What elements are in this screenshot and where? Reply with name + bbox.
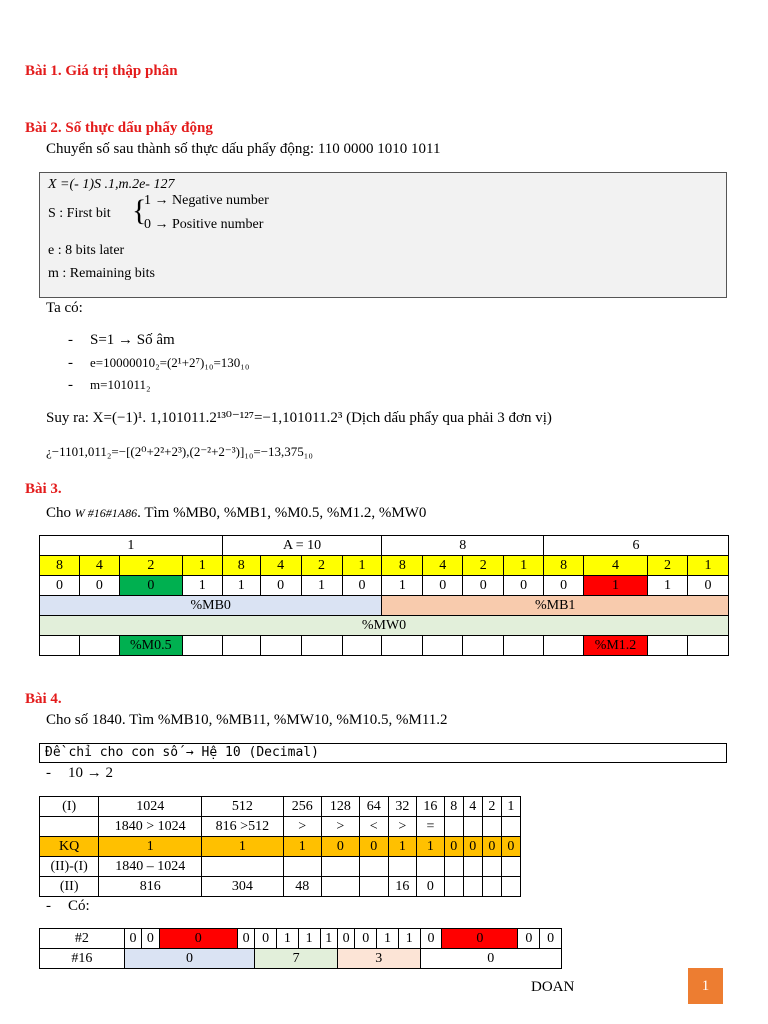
formula-e: e : 8 bits later [48, 243, 125, 258]
empty-cell [40, 636, 80, 656]
bit-cell: 1 [647, 576, 687, 596]
hex-cell: 0 [124, 949, 254, 969]
cell: 0 [359, 837, 388, 857]
dash-1: - [68, 332, 73, 348]
weight-cell: 2 [119, 556, 182, 576]
cell [501, 857, 520, 877]
cell [202, 857, 284, 877]
cell [359, 877, 388, 897]
nibble-cell: 1 [40, 536, 223, 556]
empty-cell [342, 636, 382, 656]
nibble-cell: 8 [382, 536, 544, 556]
bin-cell: 0 [124, 929, 141, 949]
cell: > [388, 817, 417, 837]
bai3-prompt-w: W #16#1A86 [74, 506, 138, 520]
bit-cell: 0 [423, 576, 463, 596]
bit-cell: 0 [260, 576, 301, 596]
cell: 0 [321, 837, 359, 857]
cell [463, 817, 482, 837]
weight-cell: 2 [301, 556, 342, 576]
empty-cell [423, 636, 463, 656]
bit-cell: 0 [544, 576, 584, 596]
bin-cell: 0 [355, 929, 377, 949]
cell [482, 817, 501, 837]
cell: 304 [202, 877, 284, 897]
weight-cell: 2 [463, 556, 504, 576]
weight-cell: 8 [544, 556, 584, 576]
cell [463, 857, 482, 877]
cell: 64 [359, 797, 388, 817]
binary-row [40, 929, 562, 949]
hex-row [40, 949, 562, 969]
bai3-heading: Bài 3. [25, 481, 62, 497]
nibble-cell: A = 10 [222, 536, 382, 556]
item-2: e=10000010₂=(2¹+2⁷)₁₀=130₁₀ [90, 355, 250, 370]
empty-cell [301, 636, 342, 656]
empty-cell [182, 636, 222, 656]
weight-cell: 4 [584, 556, 648, 576]
cell: > [283, 817, 321, 837]
cell: 1 [202, 837, 284, 857]
cell [417, 857, 445, 877]
weight-cell: 2 [647, 556, 687, 576]
mb1-cell: %MB1 [382, 596, 729, 616]
kq-row [40, 837, 521, 857]
nibble-row [40, 536, 729, 556]
dash-3: - [68, 377, 73, 393]
bai4-table [39, 796, 521, 897]
weight-cell: 8 [382, 556, 423, 576]
cell: 1 [417, 837, 445, 857]
bit-cell: 1 [382, 576, 423, 596]
bit-cell: 1 [584, 576, 648, 596]
footer-author: DOAN [531, 979, 575, 995]
cell: 0 [463, 837, 482, 857]
cell [463, 877, 482, 897]
bit-cell: 0 [119, 576, 182, 596]
subtract-row [40, 857, 521, 877]
cell: 48 [283, 877, 321, 897]
formula-s-case0: 0 → Positive number [144, 217, 264, 232]
conversion-label: 10 → 2 [68, 765, 113, 781]
hex-cell: 0 [420, 949, 561, 969]
cell: 8 [444, 797, 463, 817]
weight-cell: 8 [40, 556, 80, 576]
cell: 816 [99, 877, 202, 897]
cell: > [321, 817, 359, 837]
cell: = [417, 817, 445, 837]
bit-cell: 0 [79, 576, 119, 596]
weights-row [40, 797, 521, 817]
bit-cell: 0 [342, 576, 382, 596]
item-3: m=101011₂ [90, 377, 151, 392]
cell: 0 [501, 837, 520, 857]
bit-cell: 1 [301, 576, 342, 596]
formula-s-case1: 1 → Negative number [144, 193, 269, 208]
hex-cell: 3 [337, 949, 420, 969]
bin-cell: 0 [255, 929, 277, 949]
cell: 1 [501, 797, 520, 817]
bit-cell: 1 [182, 576, 222, 596]
binary-hex-table [39, 928, 562, 969]
dash-co: - [46, 898, 51, 914]
cell: 16 [417, 797, 445, 817]
co-label: Có: [68, 898, 90, 914]
cell: 4 [463, 797, 482, 817]
cell: 256 [283, 797, 321, 817]
empty-cell [260, 636, 301, 656]
cell: 816 >512 [202, 817, 284, 837]
mb0-cell: %MB0 [40, 596, 382, 616]
dash-conv: - [46, 765, 51, 781]
weight-cell: 1 [687, 556, 728, 576]
bai2-prompt: Chuyển số sau thành số thực dấu phẩy động: 110 0000 1010 1011 [46, 141, 441, 157]
cell: 2 [482, 797, 501, 817]
cell [444, 817, 463, 837]
bai2-heading: Bài 2. Số thực dấu phẩy động [25, 120, 213, 136]
bit-cell: 0 [40, 576, 80, 596]
weight-cell: 4 [79, 556, 119, 576]
empty-cell [687, 636, 728, 656]
bai3-prompt-rest: . Tìm %MB0, %MB1, %M0.5, %M1.2, %MW0 [137, 505, 427, 521]
cell [482, 857, 501, 877]
cell: 1840 – 1024 [99, 857, 202, 877]
cell: < [359, 817, 388, 837]
cell [501, 877, 520, 897]
empty-cell [222, 636, 260, 656]
bin-cell: 1 [320, 929, 337, 949]
formula-s: S : First bit [48, 206, 111, 221]
cell: 0 [482, 837, 501, 857]
cell [359, 857, 388, 877]
bin-cell: 0 [237, 929, 254, 949]
item-1: S=1 → Số âm [90, 332, 175, 348]
bit-cell: 0 [687, 576, 728, 596]
bin-cell: 0 [518, 929, 540, 949]
bit-row [40, 576, 729, 596]
cell: (II) [40, 877, 99, 897]
cell [482, 877, 501, 897]
cell: 1 [99, 837, 202, 857]
result-formula: ¿−1101,011₂=−[(2⁰+2²+2³),(2⁻²+2⁻³)]₁₀=−13,375₁₀ [46, 444, 313, 459]
bin-cell: 0 [142, 929, 159, 949]
bai3-table [39, 535, 729, 656]
cell: 128 [321, 797, 359, 817]
weight-cell: 4 [423, 556, 463, 576]
cell: (II)-(I) [40, 857, 99, 877]
bai4-heading: Bài 4. [25, 691, 62, 707]
hex-cell: 7 [255, 949, 338, 969]
weight-cell: 1 [504, 556, 544, 576]
bai1-heading: Bài 1. Giá trị thập phân [25, 63, 178, 79]
bin-cell: 0 [159, 929, 237, 949]
bai4-prompt: Cho số 1840. Tìm %MB10, %MB11, %MW10, %M10.5, %M11.2 [46, 712, 448, 728]
cell [321, 857, 359, 877]
formula-box [39, 172, 727, 298]
weight-cell: 1 [342, 556, 382, 576]
empty-cell [647, 636, 687, 656]
empty-cell [544, 636, 584, 656]
m05-cell: %M0.5 [119, 636, 182, 656]
cell [40, 817, 99, 837]
cell: 0 [417, 877, 445, 897]
cell [444, 877, 463, 897]
binary-label: #2 [40, 929, 125, 949]
page-number-badge: 1 [688, 968, 723, 1004]
bin-cell: 1 [298, 929, 320, 949]
empty-cell [504, 636, 544, 656]
bin-cell: 0 [442, 929, 518, 949]
weight-cell: 1 [182, 556, 222, 576]
cell: 1840 > 1024 [99, 817, 202, 837]
dash-2: - [68, 355, 73, 371]
bit-cell: 1 [222, 576, 260, 596]
hex-label: #16 [40, 949, 125, 969]
formula-m: m : Remaining bits [48, 266, 155, 281]
formula-main: X =(- 1)S .1,m.2e- 127 [48, 177, 175, 192]
cell: (I) [40, 797, 99, 817]
cell [501, 817, 520, 837]
brace-icon: { [132, 194, 147, 227]
bitaddr-row [40, 636, 729, 656]
mw0-cell: %MW0 [40, 616, 729, 636]
nibble-cell: 6 [544, 536, 729, 556]
cell [388, 857, 417, 877]
bin-cell: 0 [420, 929, 442, 949]
m12-cell: %M1.2 [584, 636, 648, 656]
byte-row [40, 596, 729, 616]
empty-cell [382, 636, 423, 656]
cell: 0 [444, 837, 463, 857]
cell: 1024 [99, 797, 202, 817]
cell: 512 [202, 797, 284, 817]
bai3-prompt [46, 505, 426, 522]
cell: KQ [40, 837, 99, 857]
weight-row [40, 556, 729, 576]
bit-cell: 0 [504, 576, 544, 596]
cell [444, 857, 463, 877]
bai3-prompt-cho: Cho [46, 505, 72, 521]
word-row [40, 616, 729, 636]
suyra: Suy ra: X=(−1)¹. 1,101011.2¹³⁰⁻¹²⁷=−1,101011.2³ (Dịch dấu phẩy qua phải 3 đơn vị) [46, 410, 552, 426]
remainder-row [40, 877, 521, 897]
weight-cell: 4 [260, 556, 301, 576]
bin-cell: 0 [540, 929, 562, 949]
cell [321, 877, 359, 897]
weight-cell: 8 [222, 556, 260, 576]
bin-cell: 1 [277, 929, 299, 949]
cell: 16 [388, 877, 417, 897]
cell: 32 [388, 797, 417, 817]
empty-cell [79, 636, 119, 656]
bit-cell: 0 [463, 576, 504, 596]
empty-cell [463, 636, 504, 656]
cell: 1 [388, 837, 417, 857]
bin-cell: 0 [337, 929, 354, 949]
cell [283, 857, 321, 877]
compare-row [40, 817, 521, 837]
bin-cell: 1 [398, 929, 420, 949]
decimal-note: Đề chỉ cho con số → Hệ 10 (Decimal) [39, 743, 727, 763]
cell: 1 [283, 837, 321, 857]
taco: Ta có: [46, 300, 83, 316]
bin-cell: 1 [377, 929, 399, 949]
